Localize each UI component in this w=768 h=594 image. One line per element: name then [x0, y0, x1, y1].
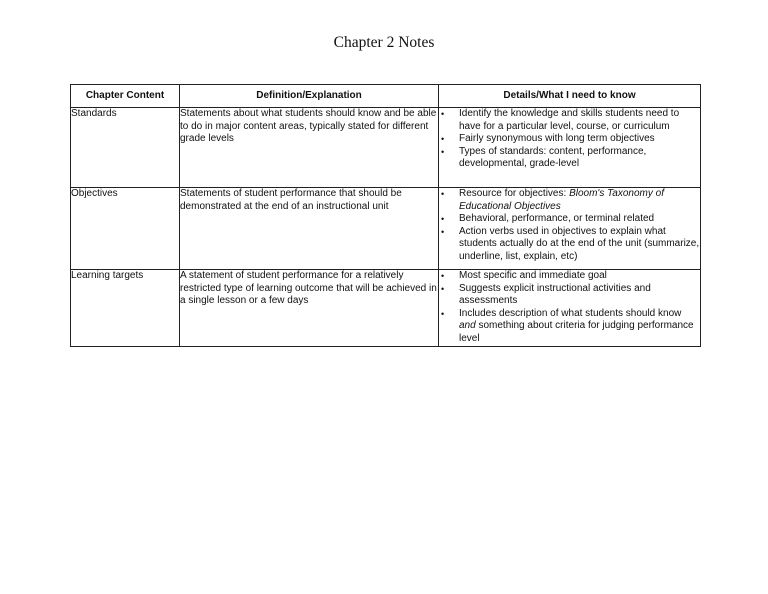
detail-item: • Most specific and immediate goal — [441, 270, 607, 281]
table-row — [71, 108, 701, 188]
detail-item: • Types of standards: content, performance, developmental, grade-level — [441, 145, 647, 169]
bullet-icon: • — [441, 308, 445, 319]
topic-cell: Standards — [71, 108, 180, 188]
detail-item: • Identify the knowledge and skills students need to have for a particular level, course, or curriculum — [441, 108, 680, 132]
table-row — [71, 188, 701, 270]
bullet-icon: • — [441, 189, 445, 199]
bullet-icon: • — [441, 109, 445, 119]
topic-cell: Objectives — [71, 188, 180, 270]
header-definition: Definition/Explanation — [180, 85, 439, 108]
bullet-icon: • — [441, 283, 445, 294]
details-cell — [439, 270, 701, 347]
definition-cell: Statements of student performance that should be demonstrated at the end of an instructional unit — [180, 188, 439, 270]
detail-item: • Behavioral, performance, or terminal related — [441, 213, 655, 224]
details-cell — [439, 188, 701, 270]
topic-cell: Learning targets — [71, 270, 180, 347]
detail-item: • Suggests explicit instructional activities and assessments — [441, 282, 651, 306]
bullet-icon: • — [441, 134, 445, 144]
table-header-row — [71, 85, 701, 108]
page-title: Chapter 2 Notes — [333, 34, 435, 51]
bullet-icon: • — [441, 226, 445, 237]
bullet-icon: • — [441, 214, 445, 224]
detail-item: • Resource for objectives: Bloom's Taxonomy of Educational Objectives — [441, 188, 664, 212]
bullet-icon: • — [441, 271, 445, 281]
header-details: Details/What I need to know — [439, 85, 701, 108]
detail-item: • Action verbs used in objectives to explain what students actually do at the end of the unit (summarize, underline, list, explain, etc) — [441, 225, 700, 262]
details-cell — [439, 108, 701, 188]
detail-item: • Includes description of what students should know and something about criteria for judging performance level — [441, 307, 694, 344]
definition-cell: A statement of student performance for a relatively restricted type of learning outcome that will be achieved in a single lesson or a few days — [180, 270, 439, 347]
table-row — [71, 270, 701, 347]
notes-table — [70, 84, 701, 347]
detail-item: • Fairly synonymous with long term objectives — [441, 133, 655, 144]
header-chapter-content: Chapter Content — [71, 85, 180, 108]
bullet-icon: • — [441, 146, 445, 157]
definition-cell: Statements about what students should know and be able to do in major content areas, typically stated for different grade levels — [180, 108, 439, 188]
